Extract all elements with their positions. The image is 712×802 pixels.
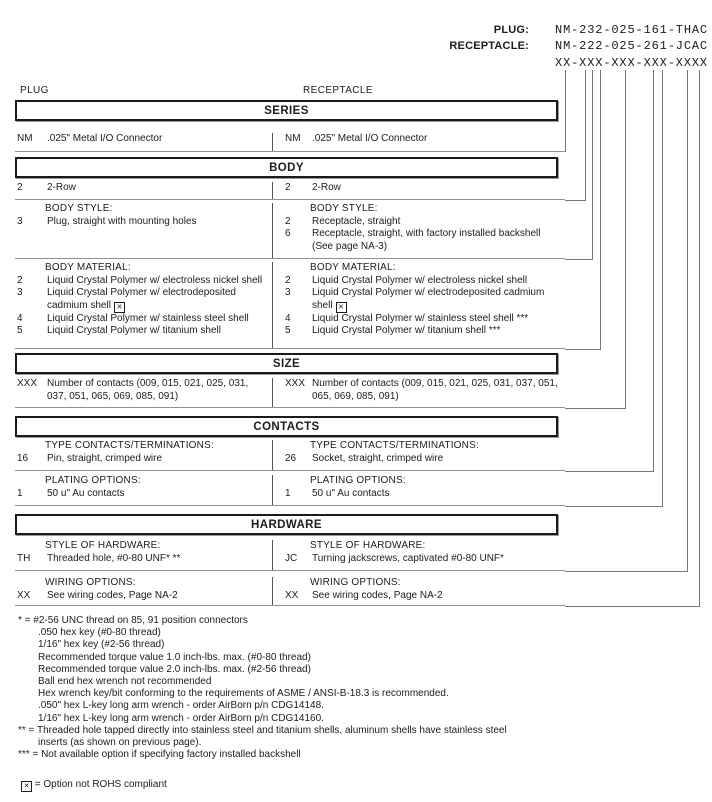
not-rohs-icon: ✕ — [336, 302, 347, 313]
footnote-line: Ball end hex wrench not recommended — [38, 676, 212, 688]
option-code: NM — [285, 133, 301, 144]
option-row — [15, 571, 565, 606]
section-title: SERIES — [264, 104, 309, 117]
option-code: 2 — [285, 182, 291, 193]
option-code: 5 — [285, 325, 291, 337]
option-desc: Liquid Crystal Polymer w/ titanium shell — [47, 325, 221, 337]
footnote-line: 1/16" hex key (#2-56 thread) — [38, 639, 165, 651]
section-header-contacts — [15, 416, 558, 437]
receptacle-column-label: RECEPTACLE — [303, 85, 373, 96]
option-group-header: BODY MATERIAL: — [310, 262, 396, 273]
option-row — [15, 535, 565, 571]
section-title: BODY — [269, 161, 304, 174]
option-desc: Number of contacts (009, 015, 021, 025, 031, 037, 051, 065, 069, 085, 091) — [312, 378, 558, 402]
option-desc: Liquid Crystal Polymer w/ stainless steel shell *** — [312, 312, 529, 324]
option-desc: Liquid Crystal Polymer w/ stainless steel shell — [47, 312, 249, 324]
not-rohs-icon: ✕ — [114, 302, 125, 313]
option-desc: Turning jackscrews, captivated #0-80 UNF* — [312, 552, 504, 564]
footnote-line: Recommended torque value 2.0 inch-lbs. max. (#2-56 thread) — [38, 663, 311, 675]
option-group-header: BODY MATERIAL: — [45, 262, 131, 273]
option-code: 3 — [17, 287, 23, 299]
option-line — [283, 325, 565, 338]
ordering-table — [15, 85, 565, 792]
option-group-header: STYLE OF HARDWARE: — [45, 540, 161, 551]
left-column — [15, 203, 272, 258]
footnotes — [15, 615, 565, 792]
right-column — [272, 262, 565, 348]
option-desc: Number of contacts (009, 015, 021, 025, 031, 037, 051, 065, 069, 085, 091) — [47, 378, 249, 402]
option-code: 5 — [17, 325, 23, 337]
option-line — [283, 553, 565, 566]
left-column — [15, 577, 272, 605]
receptacle-part-number: NM-222-025-261-JCAC — [555, 39, 708, 53]
option-row — [15, 374, 565, 408]
option-line — [15, 378, 272, 403]
option-line — [283, 488, 565, 501]
option-line — [283, 275, 565, 288]
option-line — [15, 488, 272, 501]
plug-label: PLUG: — [493, 24, 530, 36]
option-code: TH — [17, 552, 31, 564]
option-desc: 50 u" Au contacts — [47, 487, 125, 499]
option-line — [283, 182, 565, 195]
part-number-mask: XX-XXX-XXX-XXX-XXXX — [555, 56, 708, 70]
section-header-body — [15, 157, 558, 178]
option-group-header: BODY STYLE: — [45, 203, 113, 214]
plug-part-number: NM-232-025-161-THAC — [555, 23, 708, 37]
option-group-header: WIRING OPTIONS: — [45, 577, 136, 588]
option-group-header: PLATING OPTIONS: — [310, 475, 406, 486]
plug-column-label: PLUG — [20, 85, 49, 96]
option-desc: Receptacle, straight — [312, 215, 401, 227]
option-line — [283, 228, 565, 253]
option-line — [15, 313, 272, 326]
footnote-line: *** = Not available option if specifying factory installed backshell — [18, 749, 301, 761]
option-code: 3 — [17, 215, 23, 227]
footnote-line: * = #2-56 UNC thread on 85, 91 position connectors — [18, 615, 248, 626]
option-desc: Receptacle, straight, with factory installed backshell (See page NA-3) — [312, 228, 541, 252]
option-code: XX — [17, 589, 31, 601]
sections — [15, 100, 565, 606]
option-desc: 50 u" Au contacts — [312, 487, 390, 499]
option-line — [15, 325, 272, 338]
option-group-header: PLATING OPTIONS: — [45, 475, 141, 486]
option-desc: Threaded hole, #0-80 UNF* ** — [47, 552, 181, 564]
left-column — [15, 182, 272, 199]
option-line — [15, 216, 272, 229]
option-group-header: TYPE CONTACTS/TERMINATIONS: — [45, 440, 214, 451]
option-line — [283, 313, 565, 326]
section-header-series — [15, 100, 558, 121]
column-labels — [15, 85, 565, 100]
option-desc: See wiring codes, Page NA-2 — [47, 589, 178, 601]
option-code: 2 — [17, 274, 23, 286]
left-column — [15, 540, 272, 570]
option-line — [15, 287, 272, 313]
option-group-header: STYLE OF HARDWARE: — [310, 540, 426, 551]
option-line — [15, 275, 272, 288]
right-column — [272, 475, 565, 505]
option-row — [15, 121, 565, 152]
section-header-hardware — [15, 514, 558, 535]
footnote-line: Hex wrench key/bit conforming to the requirements of ASME / ANSI-B-18.3 is recommended. — [38, 688, 449, 700]
option-row — [15, 200, 565, 259]
footnote-line: .050" hex L-key long arm wrench - order AirBorn p/n CDG14148. — [38, 700, 324, 712]
option-line — [15, 182, 272, 195]
option-code: NM — [17, 133, 33, 144]
right-column — [272, 203, 565, 258]
left-column — [15, 133, 272, 151]
footnote-line: Recommended torque value 1.0 inch-lbs. max. (#0-80 thread) — [38, 651, 311, 663]
footnote-line: .050 hex key (#0-80 thread) — [38, 627, 161, 639]
option-desc: 2-Row — [312, 182, 341, 193]
option-row — [15, 178, 565, 200]
section-header-size — [15, 353, 558, 374]
option-desc: 2-Row — [47, 182, 76, 193]
option-code: 2 — [17, 182, 23, 193]
right-column — [272, 133, 565, 151]
section-title: CONTACTS — [253, 420, 320, 433]
option-desc: Liquid Crystal Polymer w/ electrodeposited cadmium shell ✕ — [47, 287, 236, 311]
option-code: 6 — [285, 228, 291, 240]
footnote-line: ✕ = Option not ROHS compliant — [18, 779, 565, 792]
option-code: JC — [285, 552, 298, 564]
left-column — [15, 440, 272, 470]
option-code: 2 — [285, 215, 291, 227]
option-desc: Liquid Crystal Polymer w/ electroless nickel shell — [47, 274, 263, 286]
option-row — [15, 471, 565, 506]
footnote-line: ** = Threaded hole tapped directly into stainless steel and titanium shells, aluminum shells have stainless steel — [18, 724, 507, 736]
option-row — [15, 437, 565, 471]
option-line — [15, 453, 272, 466]
option-code: 16 — [17, 452, 29, 464]
option-line — [15, 553, 272, 566]
option-code: 1 — [285, 487, 291, 499]
left-column — [15, 475, 272, 505]
footnote-line: inserts (as shown on previous page). — [38, 737, 202, 749]
footnote-line: 1/16" hex L-key long arm wrench - order AirBorn p/n CDG14160. — [38, 712, 324, 724]
option-code: 4 — [17, 312, 23, 324]
option-desc: .025" Metal I/O Connector — [312, 133, 428, 144]
receptacle-label: RECEPTACLE: — [449, 40, 530, 52]
right-column — [272, 378, 565, 407]
right-column — [272, 577, 565, 605]
option-line — [283, 590, 565, 603]
option-code: XX — [285, 589, 299, 601]
option-desc: Liquid Crystal Polymer w/ titanium shell *** — [312, 325, 501, 337]
option-code: 1 — [17, 487, 23, 499]
option-line — [283, 216, 565, 229]
option-desc: Plug, straight with mounting holes — [47, 215, 197, 227]
option-code: XXX — [285, 378, 306, 389]
option-line — [283, 378, 565, 403]
option-line — [283, 453, 565, 466]
option-group-header: BODY STYLE: — [310, 203, 378, 214]
option-code: 26 — [285, 452, 297, 464]
option-desc: See wiring codes, Page NA-2 — [312, 589, 443, 601]
option-code: 2 — [285, 274, 291, 286]
right-column — [272, 182, 565, 199]
option-code: XXX — [17, 378, 38, 389]
left-column — [15, 378, 272, 407]
part-number-mask-row — [555, 53, 708, 71]
option-desc: Liquid Crystal Polymer w/ electrodeposited cadmium shell ✕ — [312, 287, 545, 311]
option-group-header: TYPE CONTACTS/TERMINATIONS: — [310, 440, 479, 451]
option-code: 4 — [285, 312, 291, 324]
option-code: 3 — [285, 287, 291, 299]
option-desc: Liquid Crystal Polymer w/ electroless nickel shell — [312, 274, 528, 286]
option-row — [15, 259, 565, 349]
option-line — [15, 590, 272, 603]
option-line — [15, 133, 272, 146]
connector-line-hardware-wiring — [565, 70, 700, 607]
option-desc: .025" Metal I/O Connector — [47, 133, 163, 144]
section-title: HARDWARE — [251, 518, 322, 531]
option-line — [283, 287, 565, 313]
receptacle-part-number-row — [449, 36, 708, 54]
right-column — [272, 540, 565, 570]
option-desc: Pin, straight, crimped wire — [47, 452, 163, 464]
not-rohs-icon: ✕ — [21, 781, 32, 792]
option-group-header: WIRING OPTIONS: — [310, 577, 401, 588]
left-column — [15, 262, 272, 348]
right-column — [272, 440, 565, 470]
section-title: SIZE — [272, 357, 301, 370]
option-desc: Socket, straight, crimped wire — [312, 452, 444, 464]
option-line — [283, 133, 565, 146]
